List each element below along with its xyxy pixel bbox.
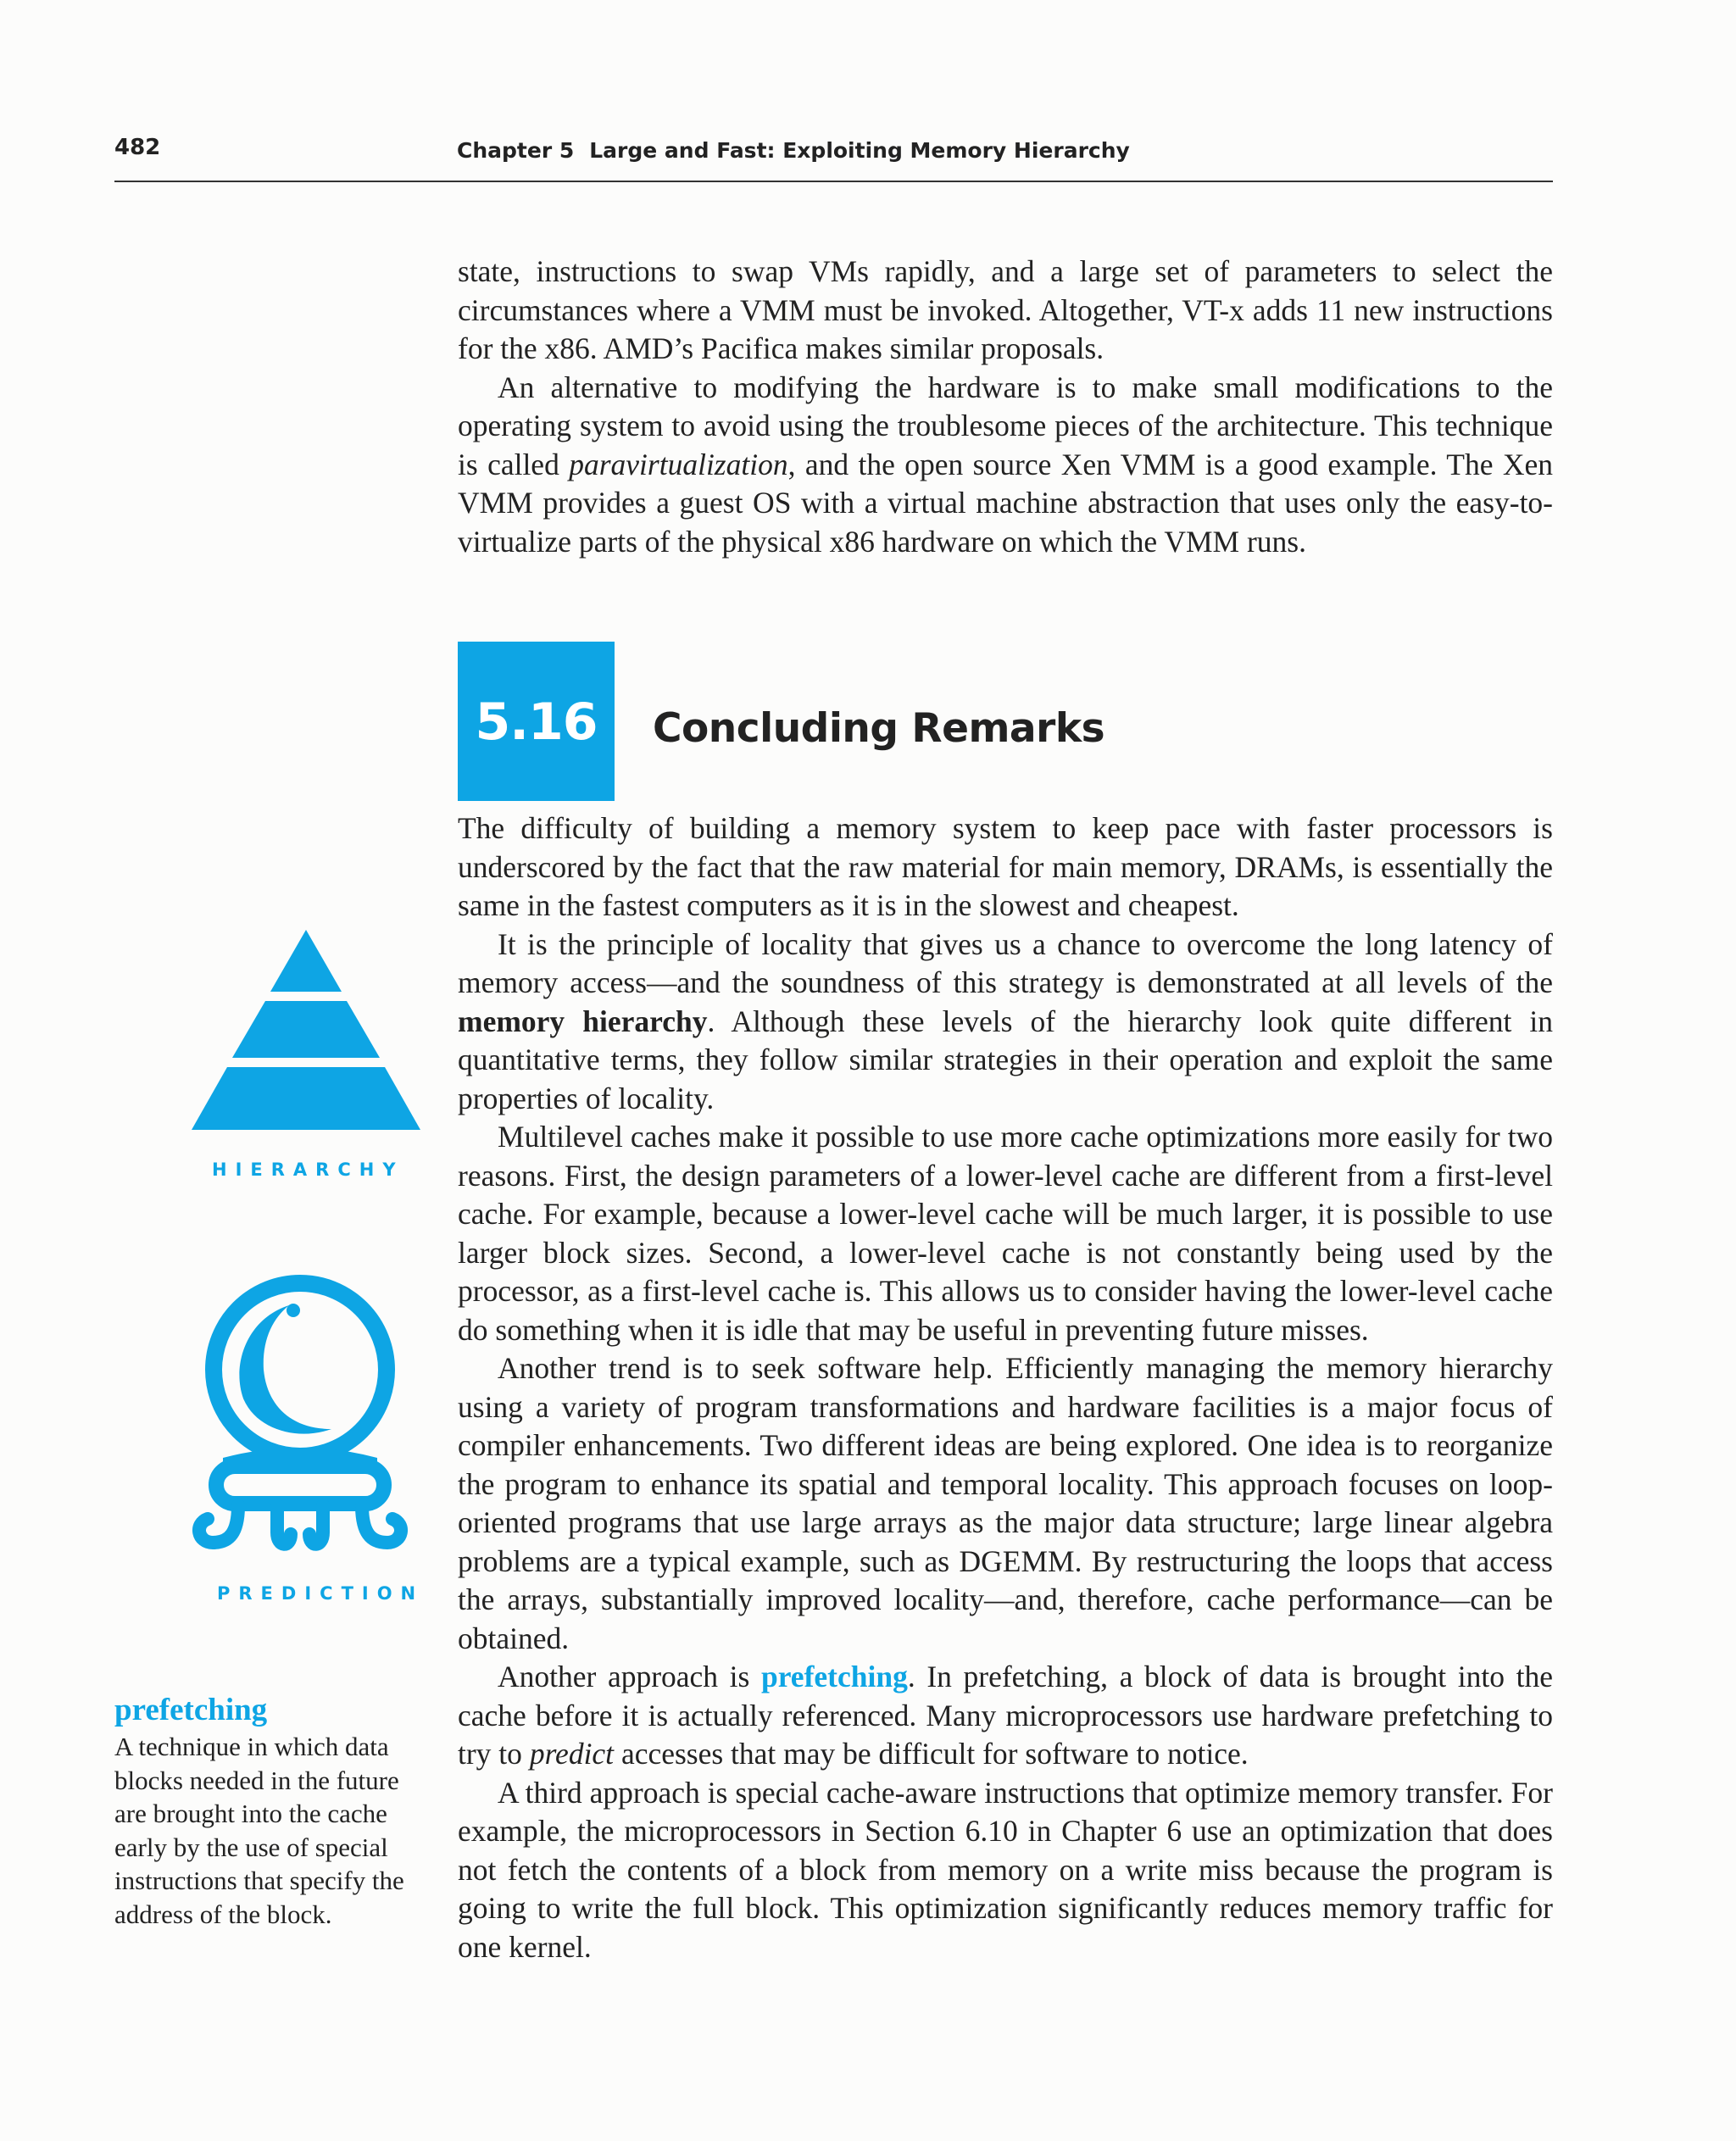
glossary-note xyxy=(114,1691,428,1931)
paragraph: A third approach is special cache-aware instructions that optimize memory transfer. For example, the microprocessors in Section 6.10 in Chapter 6 use an optimization that does not fetch the contents of a block from memory on a write miss because the program is going to write the full block. This optimization significantly reduces memory traffic for one kernel. xyxy=(458,1775,1553,1964)
chapter-title: Large and Fast: Exploiting Memory Hierarchy xyxy=(589,138,1130,163)
hierarchy-label: HIERARCHY xyxy=(212,1159,404,1180)
paragraph: state, instructions to swap VMs rapidly, and a large set of parameters to select the circumstances where a VMM must be invoked. Altogether, VT-x adds 11 new instructions for the x86. AMD’s Pacifica makes similar proposals. xyxy=(458,254,1553,365)
paragraph: Another trend is to seek software help. Efficiently managing the memory hierarchy using a variety of program transformations and hardware facilities is a major focus of compiler enhancements. Two different ideas are being explored. One idea is to reorganize the program to enhance its spatial and temporal locality. This approach focuses on loop-oriented programs that use large arrays as the major data structure; large linear algebra problems are a typical example, such as DGEMM. By restructuring the loops that access the arrays, substantially improved locality—and, therefore, cache performance—can be obtained. xyxy=(458,1351,1553,1655)
text-run: . Although these levels of the hierarchy look quite different in quantitative terms, they follow similar strategies in their operation and exploit the same properties of locality. xyxy=(458,1004,1553,1115)
hierarchy-pyramid-icon xyxy=(192,930,420,1130)
paragraph xyxy=(458,926,1553,1119)
paragraph: Multilevel caches make it possible to use more cache optimizations more easily for two reasons. First, the design parameters of a lower-level cache are different from a first-level cache. For example, because a lower-level cache will be much larger, it is possible to use larger block sizes. Second, a lower-level cache is not constantly being used by the processor, as a first-level cache is. This allows us to consider having the lower-level cache do something when it is idle that may be useful in preventing future misses. xyxy=(458,1120,1553,1347)
section-number: 5.16 xyxy=(475,692,598,752)
bold-term: memory hierarchy xyxy=(458,1004,708,1038)
prediction-label: PREDICTION xyxy=(217,1583,425,1604)
section-number-box xyxy=(458,642,615,801)
paragraph: The difficulty of building a memory system to keep pace with faster processors is underscored by the fact that the raw material for main memory, DRAMs, is essentially the same in the fastest computers as it is in the slowest and cheapest. xyxy=(458,811,1553,922)
text-run: accesses that may be difficult for software to notice. xyxy=(614,1737,1249,1771)
glossary-keyword: prefetching xyxy=(760,1660,908,1693)
glossary-definition: A technique in which data blocks needed in the future are brought into the cache early by the use of special instructions that specify the address of the block. xyxy=(114,1732,404,1929)
glossary-term: prefetching xyxy=(114,1693,268,1727)
text-run: It is the principle of locality that gives us a chance to overcome the long latency of memory access—and the soundness of this strategy is demonstrated at all levels of the xyxy=(458,926,1553,999)
text-run: Another approach is xyxy=(498,1660,761,1693)
paragraph xyxy=(458,369,1553,562)
italic-term: predict xyxy=(529,1737,615,1771)
italic-term: paravirtualization xyxy=(569,447,788,481)
crystal-ball-icon xyxy=(189,1270,411,1558)
continued-text xyxy=(458,253,1553,561)
text-run: . In prefetching, a block of data is brought into the cache before it is actually referenced. Many microprocessors use hardware prefetching to try to xyxy=(458,1660,1553,1771)
text-run: An alternative to modifying the hardware is to make small modifications to the operating system to avoid using the troublesome pieces of the architecture. This technique is called xyxy=(458,370,1553,481)
paragraph xyxy=(458,1658,1553,1774)
page-number: 482 xyxy=(114,135,161,160)
running-head xyxy=(114,131,1553,182)
section-title: Concluding Remarks xyxy=(653,705,1105,752)
section-body xyxy=(458,809,1553,1966)
text-run: , and the open source Xen VMM is a good example. The Xen VMM provides a guest OS with a virtual machine abstraction that uses only the easy-to-virtualize parts of the physical x86 hardware on which the VMM runs. xyxy=(458,447,1553,559)
chapter-number: Chapter 5 xyxy=(457,138,575,163)
chapter-heading xyxy=(457,138,1130,163)
